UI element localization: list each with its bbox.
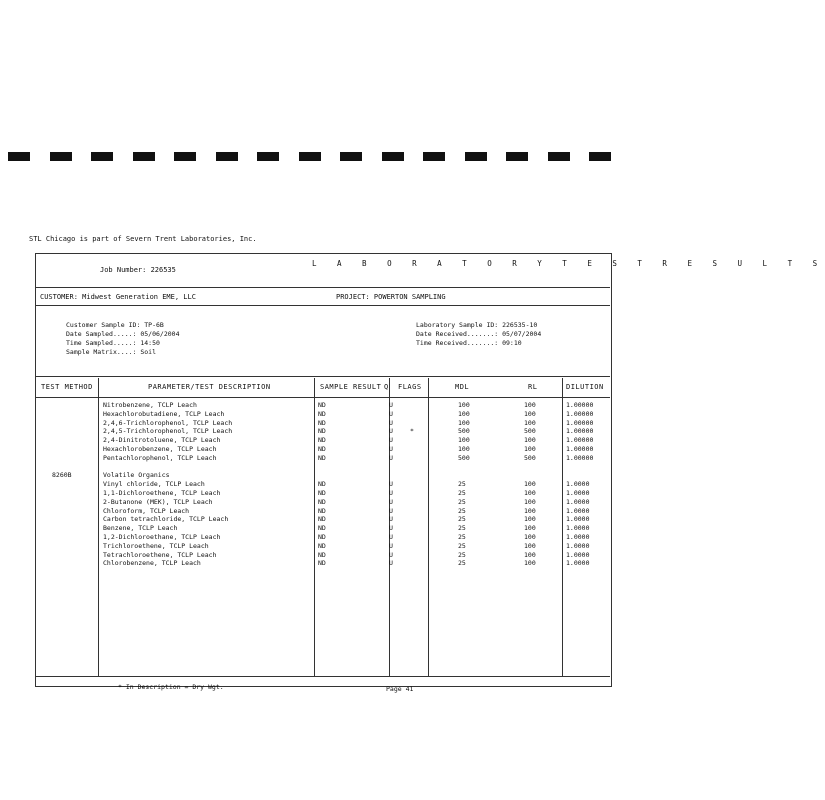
- table-row: [0, 401, 618, 410]
- customer-name: CUSTOMER: Midwest Generation EME, LLC: [40, 293, 196, 301]
- cell-result: ND: [318, 515, 326, 524]
- cell-param: 2,4,5-Trichlorophenol, TCLP Leach: [103, 427, 233, 436]
- cell-rl: 100: [524, 418, 536, 427]
- cell-result: ND: [318, 427, 326, 436]
- cell-result: ND: [318, 418, 326, 427]
- redaction-dash: [465, 152, 487, 161]
- cell-q: U: [389, 515, 393, 524]
- table-row: [0, 410, 618, 419]
- cell-result: ND: [318, 550, 326, 559]
- cell-param: 2,4,6-Trichlorophenol, TCLP Leach: [103, 418, 233, 427]
- cell-dil: 1.00000: [566, 453, 594, 462]
- col-flags: FLAGS: [398, 383, 422, 391]
- cell-dil: 1.0000: [566, 497, 590, 506]
- table-row: [0, 507, 618, 516]
- cell-rl: 500: [524, 427, 536, 436]
- cell-dil: 1.0000: [566, 559, 590, 568]
- table-row: [0, 524, 618, 533]
- cell-param: 2-Butanone (MEK), TCLP Leach: [103, 497, 213, 506]
- cell-mdl: 25: [458, 497, 466, 506]
- cell-q: U: [389, 480, 393, 489]
- table-row: [0, 463, 618, 472]
- cell-result: ND: [318, 524, 326, 533]
- cell-result: ND: [318, 541, 326, 550]
- cell-rl: 100: [524, 409, 536, 418]
- cell-mdl: 25: [458, 515, 466, 524]
- cell-q: U: [389, 409, 393, 418]
- col-q: Q: [384, 383, 389, 391]
- cell-dil: 1.0000: [566, 489, 590, 497]
- col-test-method: TEST METHOD: [41, 383, 93, 391]
- cell-param: Trichloroethene, TCLP Leach: [103, 541, 209, 550]
- cell-mdl: 25: [458, 533, 466, 541]
- table-row: [0, 533, 618, 542]
- lab-affiliation-note: STL Chicago is part of Severn Trent Laboratories, Inc.: [29, 235, 257, 243]
- col-parameter: PARAMETER/TEST DESCRIPTION: [148, 383, 271, 391]
- redaction-dash: [299, 152, 321, 161]
- cell-param: 1,1-Dichloroethene, TCLP Leach: [103, 489, 221, 497]
- cell-mdl: 25: [458, 541, 466, 550]
- cell-dil: 1.00000: [566, 427, 594, 436]
- cell-result: ND: [318, 533, 326, 541]
- cell-dil: 1.0000: [566, 524, 590, 533]
- footnote: * In Description = Dry Wgt.: [118, 683, 224, 691]
- cell-q: U: [389, 401, 393, 409]
- table-row: [0, 551, 618, 560]
- cell-rl: 100: [524, 480, 536, 489]
- table-row: [0, 454, 618, 463]
- cell-param: Vinyl chloride, TCLP Leach: [103, 480, 205, 489]
- table-row: [0, 445, 618, 454]
- table-row: [0, 515, 618, 524]
- cell-q: U: [389, 550, 393, 559]
- cell-rl: 100: [524, 559, 536, 568]
- cell-param: Benzene, TCLP Leach: [103, 524, 178, 533]
- cell-result: ND: [318, 401, 326, 409]
- date-received: Date Received.......: 05/07/2004: [416, 330, 542, 338]
- cell-rl: 100: [524, 524, 536, 533]
- divider: [35, 397, 610, 398]
- redaction-dash: [589, 152, 611, 161]
- cell-result: ND: [318, 497, 326, 506]
- project-name: PROJECT: POWERTON SAMPLING: [336, 293, 446, 301]
- table-row: [0, 471, 618, 480]
- page-number: Page 41: [386, 685, 414, 693]
- cell-rl: 100: [524, 533, 536, 541]
- cell-result: ND: [318, 453, 326, 462]
- redaction-dash: [91, 152, 113, 161]
- redaction-dash: [548, 152, 570, 161]
- cell-param: Chlorobenzene, TCLP Leach: [103, 559, 201, 568]
- table-row: [0, 480, 618, 489]
- cell-dil: 1.00000: [566, 418, 594, 427]
- cell-result: ND: [318, 489, 326, 497]
- cell-param: Hexachlorobutadiene, TCLP Leach: [103, 409, 225, 418]
- cell-rl: 100: [524, 550, 536, 559]
- cell-rl: 100: [524, 401, 536, 409]
- cell-rl: 100: [524, 515, 536, 524]
- cell-dil: 1.0000: [566, 533, 590, 541]
- job-number: Job Number: 226535: [100, 266, 176, 274]
- sample-matrix: Sample Matrix....: Soil: [66, 348, 157, 356]
- cell-mdl: 100: [458, 401, 470, 409]
- cell-dil: 1.00000: [566, 409, 594, 418]
- cell-mdl: 100: [458, 445, 470, 453]
- cell-rl: 100: [524, 445, 536, 453]
- col-dilution: DILUTION: [566, 383, 604, 391]
- cell-rl: 500: [524, 453, 536, 462]
- cell-mdl: 25: [458, 524, 466, 533]
- cell-flag: *: [410, 427, 414, 436]
- date-sampled: Date Sampled.....: 05/06/2004: [66, 330, 180, 338]
- table-row: [0, 436, 618, 445]
- cell-rl: 100: [524, 541, 536, 550]
- divider: [35, 287, 610, 288]
- report-title: L A B O R A T O R Y T E S T R E S U L T S: [312, 259, 825, 268]
- redaction-dash: [506, 152, 528, 161]
- cell-q: U: [389, 497, 393, 506]
- cell-result: ND: [318, 445, 326, 453]
- redaction-dash: [8, 152, 30, 161]
- redaction-dash: [216, 152, 238, 161]
- redaction-dash: [174, 152, 196, 161]
- cell-rl: 100: [524, 506, 536, 515]
- col-sample-result: SAMPLE RESULT: [320, 383, 382, 391]
- cell-param: 2,4-Dinitrotoluene, TCLP Leach: [103, 436, 221, 445]
- cell-result: ND: [318, 480, 326, 489]
- cell-mdl: 100: [458, 418, 470, 427]
- customer-sample-id: Customer Sample ID: TP-6B: [66, 321, 164, 329]
- cell-result: ND: [318, 559, 326, 568]
- cell-param: Hexachlorobenzene, TCLP Leach: [103, 445, 217, 453]
- time-sampled: Time Sampled.....: 14:50: [66, 339, 160, 347]
- cell-result: ND: [318, 409, 326, 418]
- cell-q: U: [389, 524, 393, 533]
- divider: [35, 676, 610, 677]
- table-row: [0, 489, 618, 498]
- cell-dil: 1.00000: [566, 445, 594, 453]
- lab-sample-id: Laboratory Sample ID: 226535-10: [416, 321, 538, 329]
- cell-q: U: [389, 559, 393, 568]
- cell-q: U: [389, 436, 393, 445]
- cell-result: ND: [318, 436, 326, 445]
- redaction-dash: [50, 152, 72, 161]
- cell-rl: 100: [524, 497, 536, 506]
- cell-q: U: [389, 489, 393, 497]
- cell-param: Nitrobenzene, TCLP Leach: [103, 401, 197, 409]
- cell-param: 1,2-Dichloroethane, TCLP Leach: [103, 533, 221, 541]
- cell-dil: 1.00000: [566, 401, 594, 409]
- cell-mdl: 500: [458, 427, 470, 436]
- cell-q: U: [389, 427, 393, 436]
- cell-mdl: 25: [458, 480, 466, 489]
- cell-mdl: 500: [458, 453, 470, 462]
- cell-mdl: 25: [458, 489, 466, 497]
- table-row: [0, 427, 618, 436]
- redaction-dash: [133, 152, 155, 161]
- cell-mdl: 25: [458, 550, 466, 559]
- cell-q: U: [389, 541, 393, 550]
- cell-param: Carbon tetrachloride, TCLP Leach: [103, 515, 229, 524]
- cell-dil: 1.0000: [566, 550, 590, 559]
- redaction-dash: [423, 152, 445, 161]
- table-row: [0, 559, 618, 568]
- redaction-dash: [257, 152, 279, 161]
- table-row: [0, 542, 618, 551]
- cell-dil: 1.0000: [566, 515, 590, 524]
- redaction-dash: [382, 152, 404, 161]
- table-row: [0, 498, 618, 507]
- cell-param: Volatile Organics: [103, 471, 170, 480]
- redaction-bar: [8, 152, 612, 162]
- cell-mdl: 25: [458, 506, 466, 515]
- cell-result: ND: [318, 506, 326, 515]
- cell-dil: 1.00000: [566, 436, 594, 445]
- cell-rl: 100: [524, 489, 536, 497]
- cell-rl: 100: [524, 436, 536, 445]
- cell-q: U: [389, 506, 393, 515]
- time-received: Time Received.......: 09:10: [416, 339, 522, 347]
- cell-dil: 1.0000: [566, 541, 590, 550]
- cell-dil: 1.0000: [566, 480, 590, 489]
- cell-q: U: [389, 533, 393, 541]
- cell-q: U: [389, 418, 393, 427]
- cell-mdl: 100: [458, 409, 470, 418]
- divider: [35, 305, 610, 306]
- cell-q: U: [389, 445, 393, 453]
- cell-dil: 1.0000: [566, 506, 590, 515]
- table-row: [0, 419, 618, 428]
- cell-param: Pentachlorophenol, TCLP Leach: [103, 453, 217, 462]
- cell-method: 8260B: [52, 471, 72, 480]
- cell-param: Tetrachloroethene, TCLP Leach: [103, 550, 217, 559]
- cell-mdl: 100: [458, 436, 470, 445]
- cell-param: Chloroform, TCLP Leach: [103, 506, 190, 515]
- cell-q: U: [389, 453, 393, 462]
- divider: [35, 376, 610, 377]
- cell-mdl: 25: [458, 559, 466, 568]
- col-mdl: MDL: [455, 383, 470, 391]
- col-rl: RL: [528, 383, 538, 391]
- redaction-dash: [340, 152, 362, 161]
